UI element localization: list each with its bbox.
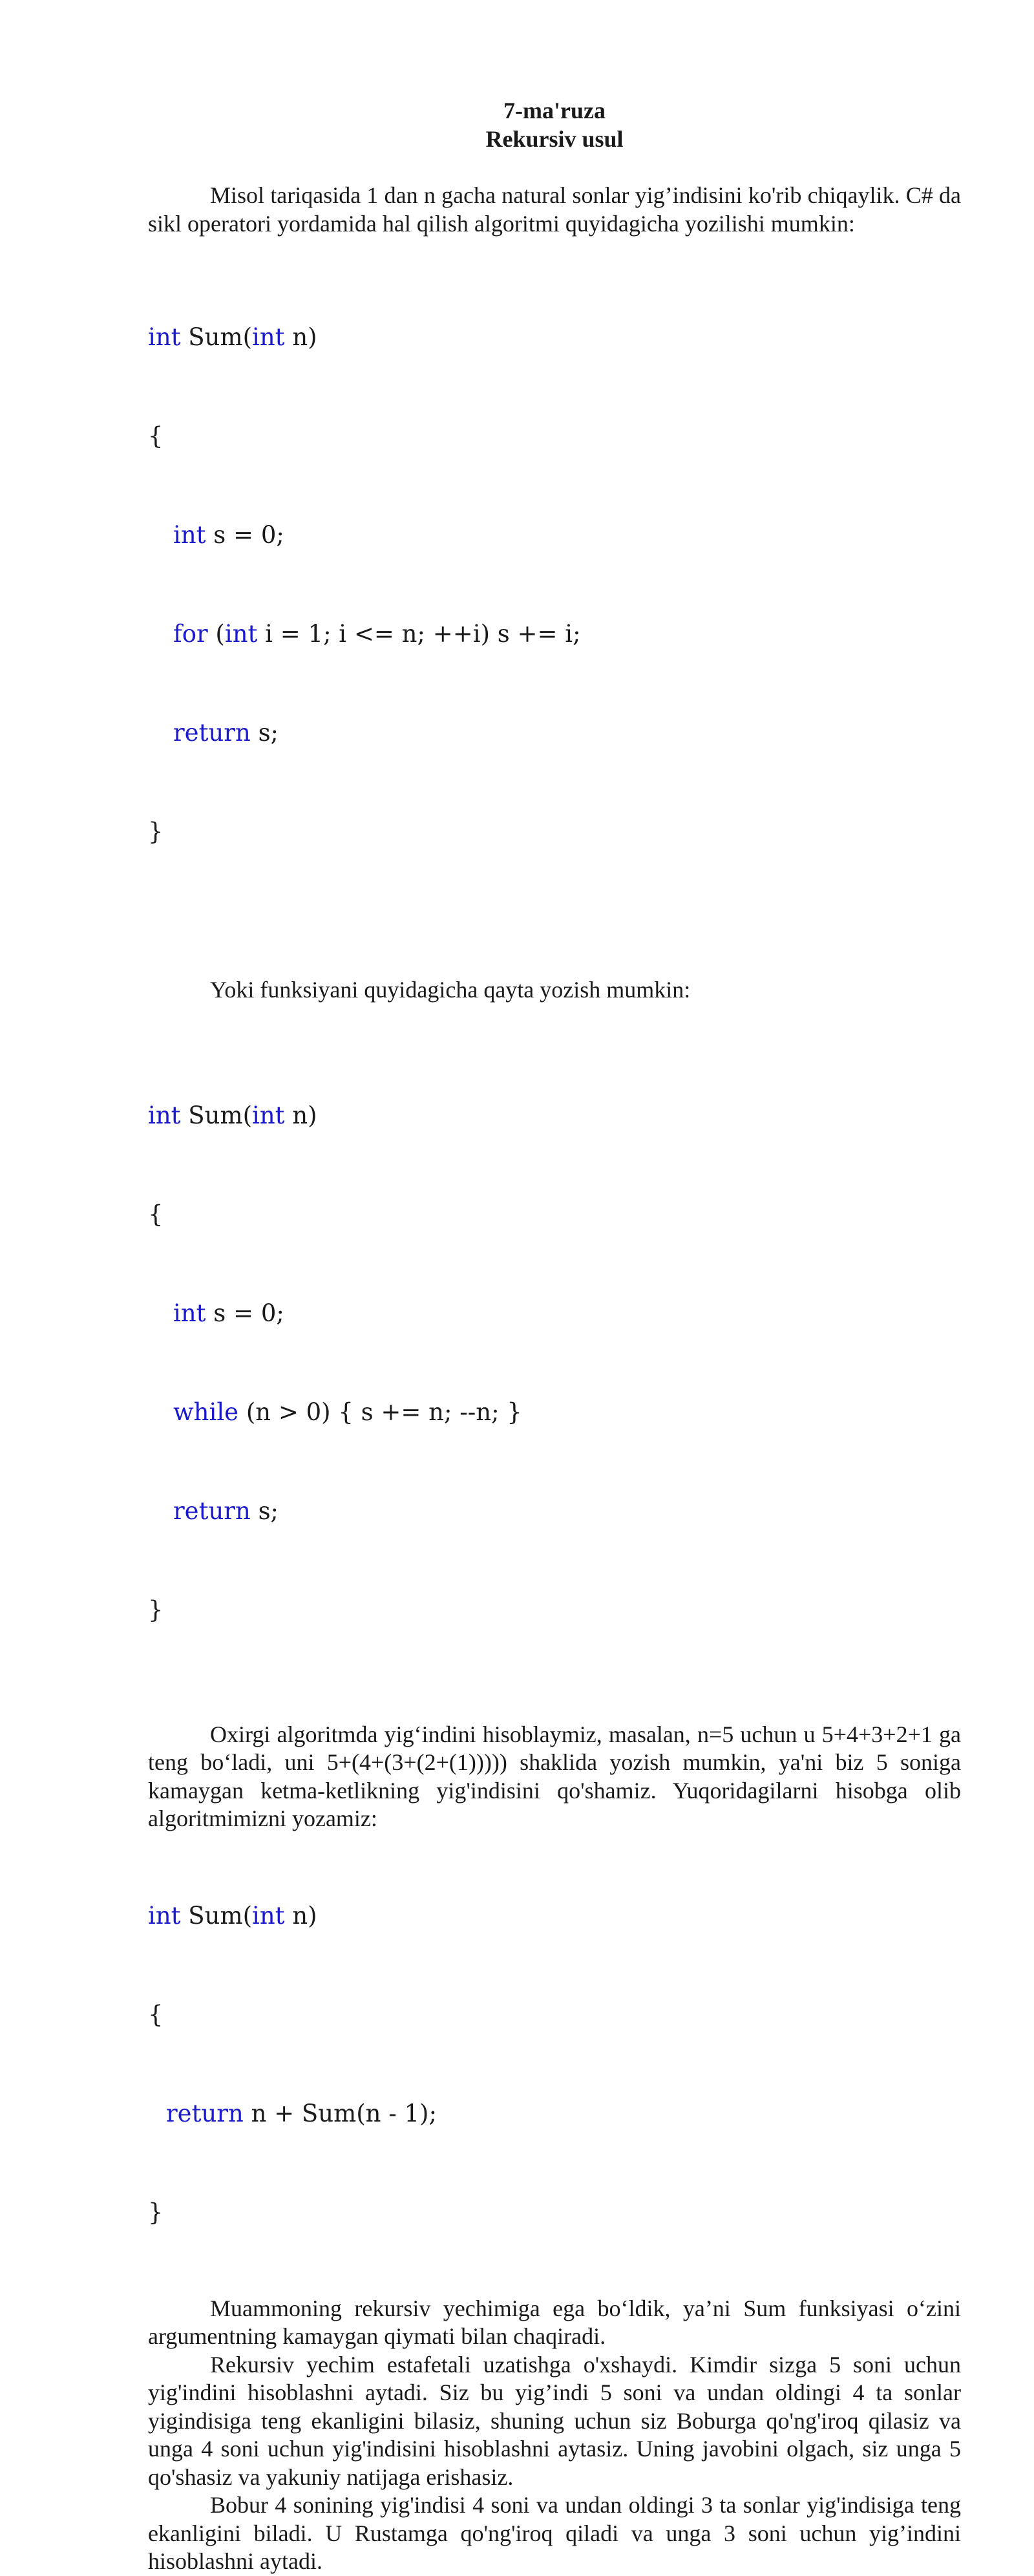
code-text: n + Sum(n - 1);: [243, 2099, 437, 2127]
code-line: [148, 518, 961, 551]
code-line: }: [148, 2198, 164, 2226]
code-text: s = 0;: [206, 521, 284, 549]
code-keyword: return: [173, 719, 251, 747]
code-line: [148, 1899, 961, 1932]
lecture-number-title: 7-ma'ruza: [503, 98, 606, 123]
paragraph-intro: Misol tariqasida 1 dan n gacha natural sonlar yig’indisini ko'rib chiqaylik. C# da sikl operatori yordamida hal qilish algoritmi quyidagicha yozilishi mumkin:: [148, 182, 961, 237]
code-keyword: int: [252, 1101, 285, 1129]
code-block-for-loop: [148, 255, 961, 914]
document-body: [148, 97, 961, 2576]
code-text: (n > 0) { s += n; --n; }: [238, 1398, 522, 1426]
code-line: [148, 1297, 961, 1330]
code-keyword: int: [224, 620, 258, 648]
paragraph-recursive-solution: Muammoning rekursiv yechimiga ega bo‘ldik, ya’ni Sum funksiyasi o‘zini argumentning kamaygan qiymati bilan chaqiradi.: [148, 2295, 961, 2349]
code-keyword: int: [252, 1901, 285, 1930]
code-keyword: int: [148, 323, 181, 351]
code-text: s;: [250, 1496, 279, 1525]
code-text: i = 1; i <= n; ++i) s += i;: [257, 620, 581, 648]
code-text: (: [207, 620, 225, 648]
code-text: Sum(: [180, 323, 253, 351]
code-keyword: int: [173, 521, 206, 549]
code-line: [148, 1495, 961, 1528]
code-text: Sum(: [180, 1901, 253, 1930]
lecture-topic-title: Rekursiv usul: [485, 125, 624, 152]
code-text: n): [284, 1901, 317, 1930]
code-keyword: for: [173, 620, 208, 648]
code-keyword: return: [166, 2099, 244, 2127]
code-keyword: int: [252, 323, 285, 351]
code-keyword: int: [148, 1901, 181, 1930]
code-keyword: int: [173, 1299, 206, 1327]
code-line: {: [148, 1200, 164, 1228]
code-line: }: [148, 1595, 164, 1624]
code-text: n): [284, 1101, 317, 1129]
code-text: Sum(: [180, 1101, 253, 1129]
code-line: [148, 321, 961, 354]
code-line: {: [148, 2000, 164, 2028]
code-text: n): [284, 323, 317, 351]
paragraph-bobur: Bobur 4 sonining yig'indisi 4 soni va undan oldingi 3 ta sonlar yig'indisiga teng ekanligini biladi. U Rustamga qo'ng'iroq qiladi va unga 3 soni uchun yig’indini hisoblashni aytadi.: [148, 2492, 961, 2574]
code-line: [148, 617, 961, 650]
code-line: }: [148, 818, 164, 846]
code-block-while-loop: [148, 1033, 961, 1692]
code-text: s = 0;: [206, 1299, 284, 1327]
code-text: s;: [250, 719, 279, 747]
code-line: [148, 1099, 961, 1132]
code-line: [148, 716, 961, 749]
paragraph-rewrite: Yoki funksiyani quyidagicha qayta yozish mumkin:: [210, 977, 691, 1003]
code-line: [148, 1396, 961, 1429]
code-keyword: while: [173, 1398, 239, 1426]
code-keyword: int: [148, 1101, 181, 1129]
code-line: {: [148, 422, 164, 450]
paragraph-relay-analogy: Rekursiv yechim estafetali uzatishga o'xshaydi. Kimdir sizga 5 soni uchun yig'indini hisoblashni aytadi. Siz bu yig’indi 5 soni va undan oldingi 4 ta sonlar yigindisiga teng ekanligini bilasiz, shuning uchun siz Boburga qo'ng'iroq qilasiz va unga 4 soni uchun yig'indisini hisoblashni aytasiz. Uning javobini olgach, siz unga 5 qo'shasiz va yakuniy natijaga erishasiz.: [148, 2351, 961, 2490]
code-line: [148, 2097, 961, 2130]
paragraph-sum-explanation: Oxirgi algoritmda yig‘indini hisoblaymiz, masalan, n=5 uchun u 5+4+3+2+1 ga teng bo‘ladi, uni 5+(4+(3+(2+(1))))) shaklida yozish mumkin, ya'ni biz 5 soniga kamaygan ketma-ketlikning yig'indisini qo'shamiz. Yuqoridagilarni hisobga olib algoritmimizni yozamiz:: [148, 1721, 961, 1831]
code-keyword: return: [173, 1496, 251, 1525]
code-block-recursive: [148, 1833, 961, 2295]
